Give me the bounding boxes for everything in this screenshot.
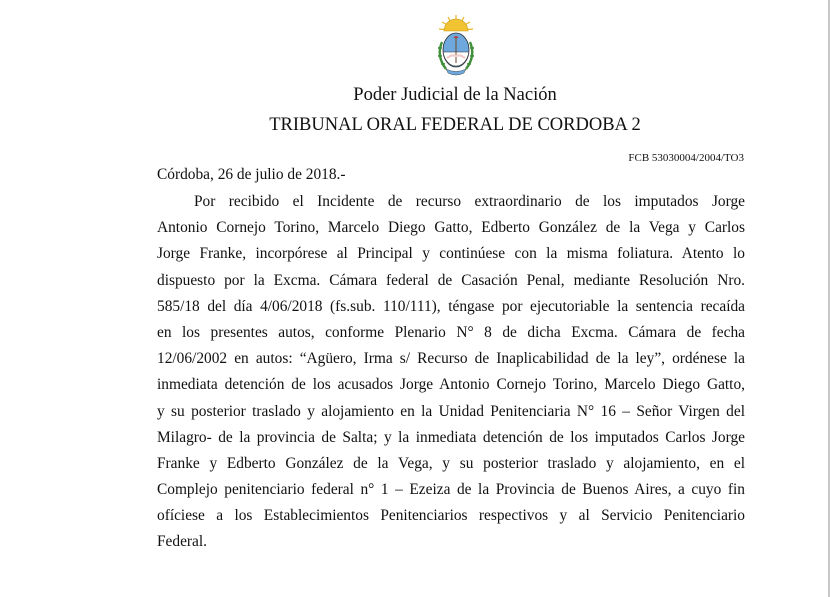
argentina-coat-of-arms-icon xyxy=(434,14,478,80)
body-line: Franke y Edberto González de la Vega, y su posterior traslado y alojamiento, en el xyxy=(157,454,745,472)
resolution-body xyxy=(157,189,745,556)
body-line: 12/06/2002 en autos: “Agüero, Irma s/ Recurso de Inaplicabilidad de la ley”, ordénese la xyxy=(157,350,745,368)
body-line: y su posterior traslado y alojamiento en la Unidad Penitenciaria N° 16 – Señor Virgen del xyxy=(157,402,745,420)
body-line: Complejo penitenciario federal n° 1 – Ezeiza de la Provincia de Buenos Aires, a cuyo fin xyxy=(157,481,745,499)
body-line: en los presentes autos, conforme Plenario N° 8 de dicha Excma. Cámara de fecha xyxy=(157,323,745,341)
body-line: Milagro- de la provincia de Salta; y la inmediata detención de los imputados Carlos Jorge xyxy=(157,428,745,446)
body-line: Federal. xyxy=(157,533,207,551)
body-line: ofíciese a los Establecimientos Penitenciarios respectivos y al Servicio Penitenciario xyxy=(157,507,745,525)
body-line: Por recibido el Incidente de recurso extraordinario de los imputados Jorge xyxy=(194,193,745,210)
tribunal-name: TRIBUNAL ORAL FEDERAL DE CORDOBA 2 xyxy=(269,115,641,135)
body-line: dispuesto por la Excma. Cámara federal de Casación Penal, mediante Resolución Nro. xyxy=(157,271,745,289)
body-line: Antonio Cornejo Torino, Marcelo Diego Gatto, Edberto González de la Vega y Carlos xyxy=(157,219,745,237)
institution-name: Poder Judicial de la Nación xyxy=(353,85,557,105)
body-line: Jorge Franke, incorpórese al Principal y continúese con la misma foliatura. Atento lo xyxy=(157,245,745,263)
body-line: inmediata detención de los acusados Jorge Antonio Cornejo Torino, Marcelo Diego Gatto, xyxy=(157,376,745,394)
date-line: Córdoba, 26 de julio de 2018.- xyxy=(157,166,346,183)
case-number: FCB 53030004/2004/TO3 xyxy=(628,152,744,164)
body-line: 585/18 del día 4/06/2018 (fs.sub. 110/111), téngase por ejecutoriable la sentencia recaída xyxy=(157,297,745,315)
